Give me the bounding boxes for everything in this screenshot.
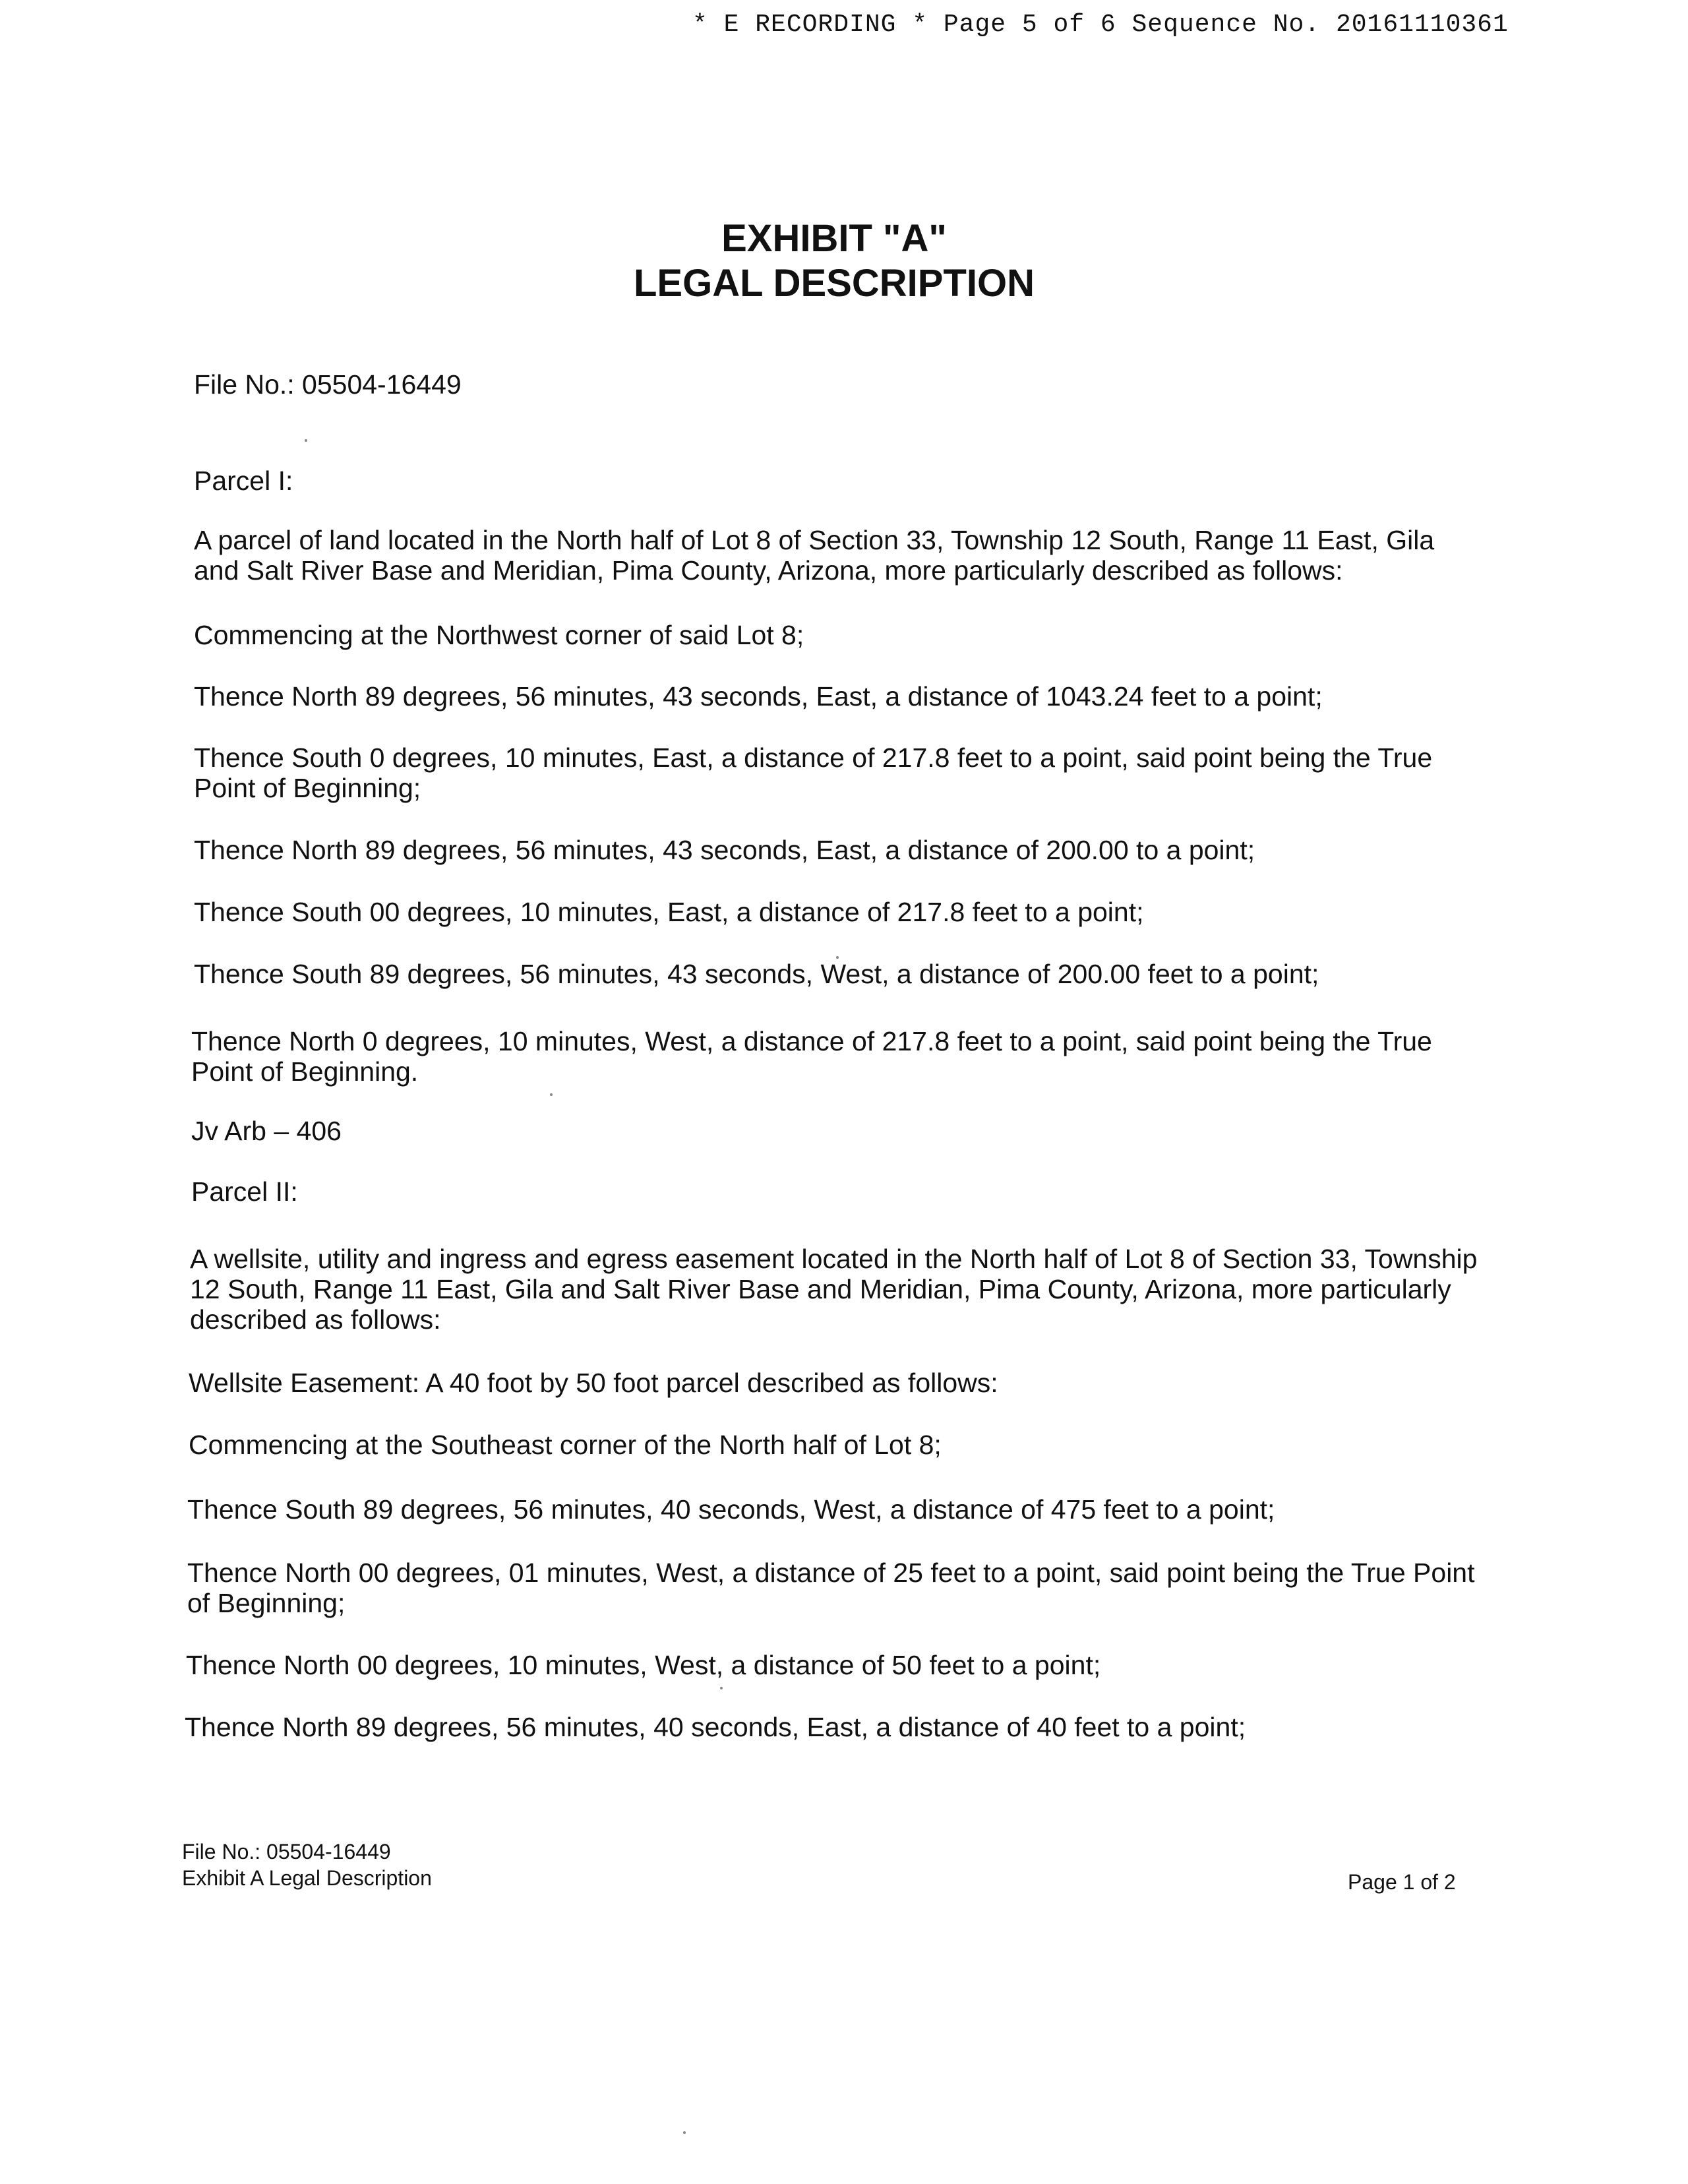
parcel1-heading: Parcel I: bbox=[194, 466, 293, 496]
scan-speck bbox=[836, 956, 839, 959]
parcel2-call-4: Thence North 89 degrees, 56 minutes, 40 seconds, East, a distance of 40 feet to a point; bbox=[185, 1712, 1246, 1742]
file-number: File No.: 05504-16449 bbox=[194, 369, 462, 400]
parcel1-reference: Jv Arb – 406 bbox=[191, 1116, 342, 1146]
recording-header: * E RECORDING * Page 5 of 6 Sequence No. 20161110361 bbox=[692, 11, 1509, 39]
parcel1-call-5: Thence South 89 degrees, 56 minutes, 43 seconds, West, a distance of 200.00 feet to a point; bbox=[194, 959, 1319, 989]
parcel2-call-3: Thence North 00 degrees, 10 minutes, West, a distance of 50 feet to a point; bbox=[186, 1650, 1101, 1680]
parcel1-call-6: Thence North 0 degrees, 10 minutes, West, a distance of 217.8 feet to a point, said point being the True Point of Beginning. bbox=[191, 1026, 1432, 1087]
parcel2-wellsite: Wellsite Easement: A 40 foot by 50 foot parcel described as follows: bbox=[189, 1368, 998, 1398]
page-footer bbox=[182, 1838, 432, 1891]
parcel2-call-1: Thence South 89 degrees, 56 minutes, 40 seconds, West, a distance of 475 feet to a point; bbox=[187, 1494, 1275, 1525]
parcel1-call-2: Thence South 0 degrees, 10 minutes, East, a distance of 217.8 feet to a point, said point being the True Point of Beginning; bbox=[194, 743, 1433, 803]
parcel1-call-4: Thence South 00 degrees, 10 minutes, East, a distance of 217.8 feet to a point; bbox=[194, 897, 1144, 927]
title-exhibit: EXHIBIT "A" bbox=[721, 217, 947, 260]
document-title bbox=[0, 216, 1668, 306]
parcel1-call-3: Thence North 89 degrees, 56 minutes, 43 seconds, East, a distance of 200.00 to a point; bbox=[194, 835, 1255, 865]
parcel1-call-1: Thence North 89 degrees, 56 minutes, 43 seconds, East, a distance of 1043.24 feet to a point; bbox=[194, 681, 1323, 712]
parcel1-commencing: Commencing at the Northwest corner of said Lot 8; bbox=[194, 620, 804, 650]
scan-speck bbox=[550, 1093, 553, 1096]
title-legal-description: LEGAL DESCRIPTION bbox=[634, 262, 1035, 305]
footer-document-name: Exhibit A Legal Description bbox=[182, 1866, 432, 1890]
parcel2-call-2: Thence North 00 degrees, 01 minutes, West, a distance of 25 feet to a point, said point being the True Point of Beginning; bbox=[187, 1558, 1475, 1618]
parcel2-heading: Parcel II: bbox=[191, 1176, 298, 1207]
footer-file-number: File No.: 05504-16449 bbox=[182, 1840, 391, 1864]
parcel2-commencing: Commencing at the Southeast corner of the North half of Lot 8; bbox=[189, 1430, 942, 1460]
footer-page-number: Page 1 of 2 bbox=[1348, 1870, 1456, 1894]
scan-speck bbox=[683, 2131, 686, 2134]
scan-speck bbox=[305, 439, 307, 442]
parcel2-description: A wellsite, utility and ingress and egress easement located in the North half of Lot 8 of Section 33, Township 12 South, Range 11 East, Gila and Salt River Base and Meridian, Pima County, Arizona, more particularly described as follows: bbox=[190, 1244, 1478, 1335]
parcel1-description: A parcel of land located in the North half of Lot 8 of Section 33, Township 12 South, Range 11 East, Gila and Salt River Base and Meridian, Pima County, Arizona, more particularly described as follows: bbox=[194, 525, 1435, 586]
scan-speck bbox=[720, 1687, 723, 1689]
